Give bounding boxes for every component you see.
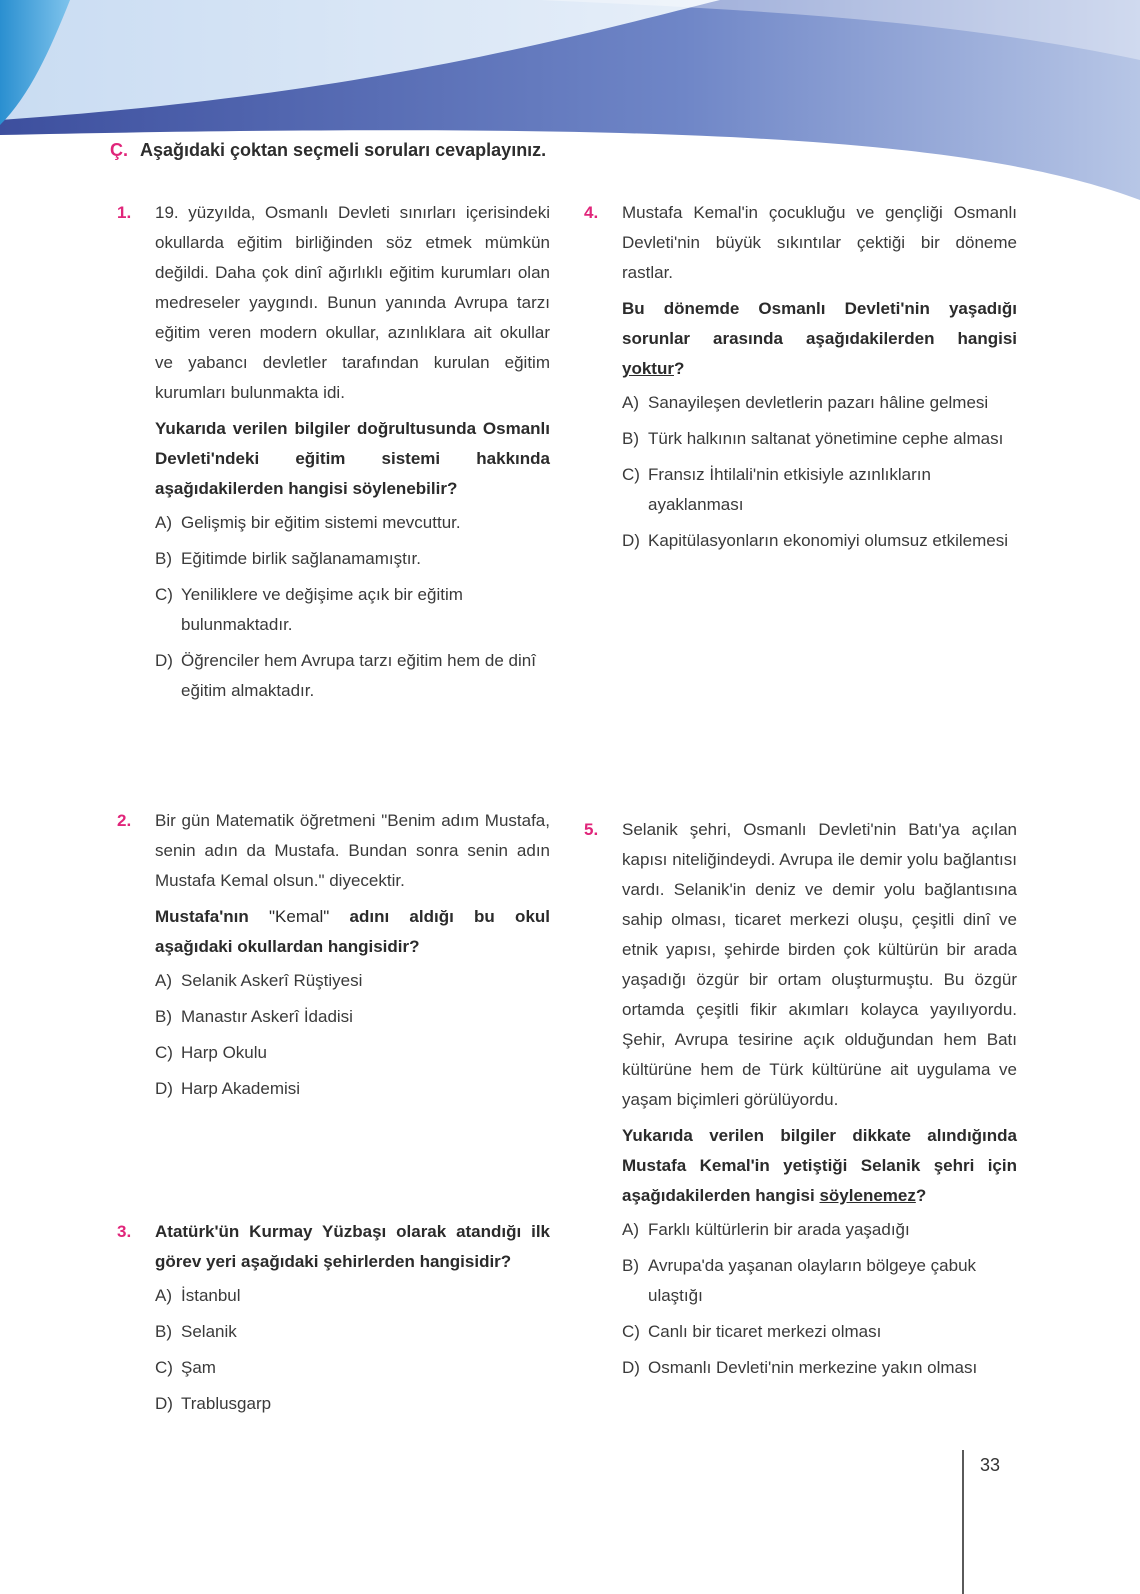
question-number: 1. xyxy=(117,203,132,222)
section-letter: Ç. xyxy=(110,140,128,160)
option-c[interactable]: C) Canlı bir ticaret merkezi olması xyxy=(622,1322,882,1341)
option-a[interactable]: A) Sanayileşen devletlerin pazarı hâline gelmesi xyxy=(622,393,989,412)
question-3 xyxy=(117,1217,550,1425)
option-c[interactable]: C) Fransız İhtilali'nin etkisiyle azınlıkların ayaklanması xyxy=(622,465,931,514)
option-b[interactable]: B) Selanik xyxy=(155,1322,237,1341)
question-text: Mustafa Kemal'in çocukluğu ve gençliği Osmanlı Devleti'nin büyük sıkıntılar çektiği bir döneme rastlar. xyxy=(622,203,1017,282)
option-d[interactable]: D) Trablusgarp xyxy=(155,1394,272,1413)
question-number: 2. xyxy=(117,811,132,830)
question-stem: Mustafa'nın "Kemal" adını aldığı bu okul aşağıdaki okullardan hangisidir? xyxy=(155,907,551,956)
question-text: 19. yüzyılda, Osmanlı Devleti sınırları içerisindeki okullarda eğitim birliğinden söz etmek mümkün değildi. Daha çok dinî ağırlıklı eğitim kurumları olan medreseler yaygındı. Bunun yanında Avrupa tarzı eğitim veren modern okullar, azınlıklara ait okullar ve yabancı devletler tarafından kurulan eğitim kurumları bulunmakta idi. xyxy=(155,203,550,402)
question-stem: Yukarıda verilen bilgiler doğrultusunda Osmanlı Devleti'ndeki eğitim sistemi hakkında aşağıdakilerden hangisi söylenebilir? xyxy=(155,419,550,498)
option-b[interactable]: B) Avrupa'da yaşanan olayların bölgeye çabuk ulaştığı xyxy=(622,1256,977,1305)
option-d[interactable]: D) Kapitülasyonların ekonomiyi olumsuz etkilemesi xyxy=(622,531,1008,550)
page-number: 33 xyxy=(980,1455,1001,1475)
question-5 xyxy=(584,815,1017,1389)
question-number: 4. xyxy=(584,203,599,222)
question-stem: Bu dönemde Osmanlı Devleti'nin yaşadığı sorunlar arasında aşağıdakilerden hangisi yoktur? xyxy=(622,299,1017,378)
option-a[interactable]: A) İstanbul xyxy=(155,1286,241,1305)
option-c[interactable]: C) Harp Okulu xyxy=(155,1043,267,1062)
option-d[interactable]: D) Osmanlı Devleti'nin merkezine yakın olması xyxy=(622,1358,978,1377)
section-title: Aşağıdaki çoktan seçmeli soruları cevaplayınız. xyxy=(140,140,547,160)
option-list xyxy=(622,1215,1017,1383)
option-list xyxy=(155,1281,550,1419)
option-list xyxy=(155,508,550,706)
option-d[interactable]: D) Harp Akademisi xyxy=(155,1079,301,1098)
question-number: 5. xyxy=(584,820,599,839)
option-a[interactable]: A) Selanik Askerî Rüştiyesi xyxy=(155,971,363,990)
option-d[interactable]: D) Öğrenciler hem Avrupa tarzı eğitim hem de dinî eğitim almaktadır. xyxy=(155,651,536,700)
option-list xyxy=(155,966,550,1104)
page-number-divider xyxy=(962,1450,964,1594)
option-a[interactable]: A) Gelişmiş bir eğitim sistemi mevcuttur. xyxy=(155,513,461,532)
question-stem: Yukarıda verilen bilgiler dikkate alındığında Mustafa Kemal'in yetiştiği Selanik şehri için aşağıdakilerden hangisi söylenemez? xyxy=(622,1126,1017,1205)
option-list xyxy=(622,388,1017,556)
option-b[interactable]: B) Manastır Askerî İdadisi xyxy=(155,1007,353,1026)
question-stem: Atatürk'ün Kurmay Yüzbaşı olarak atandığı ilk görev yeri aşağıdaki şehirlerden hangisidir? xyxy=(155,1222,550,1271)
question-text: Selanik şehri, Osmanlı Devleti'nin Batı'ya açılan kapısı niteliğindeydi. Avrupa ile demir yolu bağlantısı vardı. Selanik'in deniz ve demir yolu bağlantısına sahip olması, ticaret merkezi oluşu, çeşitli dinî ve etnik yapısı, şehirde birden çok kültürün bir arada yaşadığı özgür bir ortam oluşturmuştu. Bu özgür ortamda çeşitli fikir akımları kolayca yayılıyordu. Şehir, Avrupa tesirine açık olduğundan hem Batı kültürüne hem de Türk kültürüne ait uygulama ve yaşam biçimleri görülüyordu. xyxy=(622,820,1017,1109)
question-1 xyxy=(117,198,550,712)
option-c[interactable]: C) Yeniliklere ve değişime açık bir eğitim bulunmaktadır. xyxy=(155,585,463,634)
question-4 xyxy=(584,198,1017,562)
question-text: Bir gün Matematik öğretmeni "Benim adım Mustafa, senin adın da Mustafa. Bundan sonra senin adın Mustafa Kemal olsun." diyecektir. xyxy=(155,811,550,890)
option-a[interactable]: A) Farklı kültürlerin bir arada yaşadığı xyxy=(622,1220,910,1239)
option-c[interactable]: C) Şam xyxy=(155,1358,216,1377)
question-number: 3. xyxy=(117,1222,132,1241)
header-banner xyxy=(0,0,1140,200)
option-b[interactable]: B) Türk halkının saltanat yönetimine cephe alması xyxy=(622,429,1004,448)
question-2 xyxy=(117,806,551,1110)
option-b[interactable]: B) Eğitimde birlik sağlanamamıştır. xyxy=(155,549,421,568)
section-heading xyxy=(110,140,546,161)
